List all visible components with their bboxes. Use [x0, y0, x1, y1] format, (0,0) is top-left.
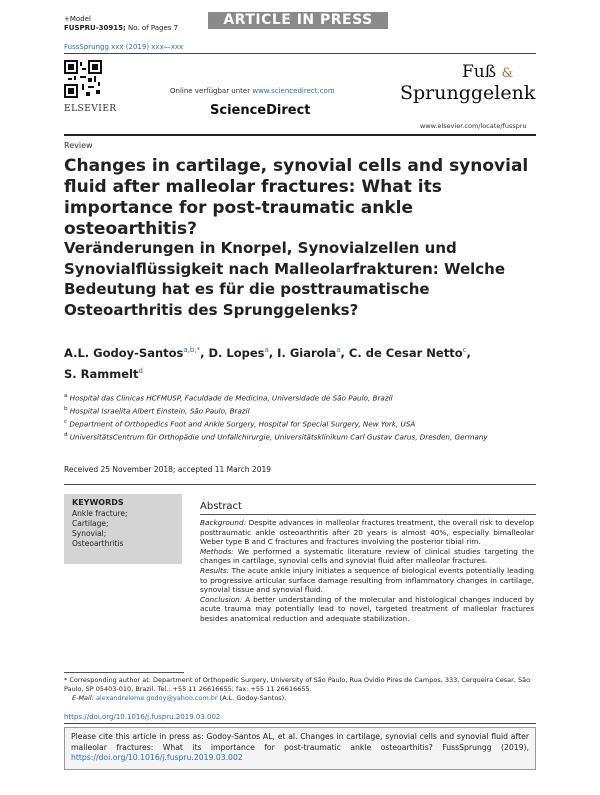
keyword: Synovial;: [72, 529, 107, 538]
author: I. Giarola: [277, 345, 337, 360]
abstract-title: Abstract: [200, 501, 242, 512]
footnote-divider: [64, 672, 184, 673]
keyword: Ankle fracture;: [72, 509, 128, 518]
citation-doi-link[interactable]: https://doi.org/10.1016/j.fuspru.2019.03.002: [71, 753, 243, 762]
abstract-section: Conclusion: A better understanding of the molecular and histological changes induced by acute trauma may potentially lead to novel, targeted treatment of malleolar fractures besides anatomical reduction and adequate stabilization.: [200, 594, 534, 623]
article-title-de: Veränderungen in Knorpel, Synovialzellen und Synovialflüssigkeit nach Malleolarfrakturen: Welche Bedeutung hat es für die posttraumatische Osteoarthritis des Sprunggelenks?: [64, 239, 506, 319]
abstract-section: Results: The acute ankle injury initiates a sequence of biological events potentially leading to progressive articular surface damage resulting from inflammatory changes in cartilage, synovial tissue and synovial fluid.: [200, 565, 534, 595]
journal-website-link[interactable]: www.elsevier.com/locate/fusspru: [420, 122, 527, 130]
journal-logo-line2: Sprunggelenk: [400, 82, 536, 104]
keyword: Osteoarthritis: [72, 539, 124, 548]
sciencedirect-link[interactable]: www.sciencedirect.com: [252, 87, 335, 95]
qr-code-icon: [64, 60, 102, 98]
abstract-section: Methods: We performed a systematic literature review of clinical studies targeting the changes in cartilage, synovial cells and synovial fluid after malleolar fractures.: [200, 546, 534, 566]
section-divider: [64, 484, 536, 485]
abstract-body: [200, 518, 534, 624]
keyword: Cartilage;: [72, 519, 109, 528]
affiliation-item: $^c$ Department of Orthopedics Foot and Ankle Surgery, Hospital for Special Surgery, New York, USA: [64, 418, 416, 429]
author-affiliation-mark[interactable]: d: [138, 366, 143, 375]
logo-word-fuss: Fuß: [462, 62, 497, 82]
author: D. Lopes: [208, 345, 265, 360]
header-meta: [64, 15, 178, 33]
affiliations: [64, 391, 534, 443]
journal-logo-line1: [462, 62, 513, 82]
affiliation-item: $^b$ Hospital Israelita Albert Einstein, São Paulo, Brazil: [64, 405, 250, 416]
abstract-section: Background: Despite advances in malleolar fractures treatment, the overall risk to develop posttraumatic ankle osteoarthritis after 20 years is almost 40%, especially bimalleolar Weber type B and C fractures and fractures involving the posterior tibial rim.: [200, 518, 534, 547]
footer-divider: [64, 723, 536, 724]
abstract-divider: [200, 514, 536, 515]
citation-text: Please cite this article in press as: Godoy-Santos AL, et al. Changes in cartilage, synovial cells and synovial fluid after malleolar fractures: What its importance for post-traumatic ankle osteoarthitis? FussSprungg (2019),: [71, 732, 529, 752]
affiliation-item: $^a$ Hospital das Clinicas HCFMUSP, Faculdade de Medicina, Universidade de São Paulo, Brazil: [64, 393, 393, 403]
masthead-divider: [64, 134, 536, 136]
online-availability: [170, 87, 335, 95]
author-affiliation-mark[interactable]: a: [264, 346, 269, 354]
journal-ref-link[interactable]: FussSprungg xxx (2019) xxx—xxx: [64, 43, 184, 51]
author-affiliation-mark[interactable]: c: [462, 346, 467, 354]
email-label: E-Mail:: [72, 694, 94, 702]
corresponding-author-note: * Corresponding author at: Department of Orthopedic Surgery, University of São Paulo, Rua Ovidio Pires de Campos, 333, Cerqueira Cesar, São Paulo, SP 05403-010, Brazil. Tel.: +55 11 26616655; fax: +55 11 26616655. E-Mail: alexandreleme godoy@yahoo.com.br (A.L. Godoy-Santos).: [64, 676, 534, 703]
keywords-title: KEYWORDS: [72, 498, 124, 507]
header-divider: [64, 53, 536, 54]
online-prefix: Online verfügbar unter: [170, 87, 251, 95]
author: C. de Cesar Netto: [348, 345, 463, 360]
author-affiliation-mark[interactable]: a: [336, 346, 341, 354]
page-count: No. of Pages 7: [128, 24, 179, 32]
publisher-name: ELSEVIER: [64, 104, 117, 114]
corresponding-address: * Corresponding author at: Department of Orthopedic Surgery, University of São Paulo, Rua Ovidio Pires de Campos, 333, Cerqueira Cesar, São Paulo, SP 05403-010, Brazil. Tel.: +55 11 26616655; fax: +55 11 26616655.: [64, 676, 531, 693]
manuscript-ref: FUSPRU-30915;: [64, 24, 126, 32]
doi-link[interactable]: https://doi.org/10.1016/j.fuspru.2019.03.002: [64, 713, 221, 721]
author: A.L. Godoy-Santos: [64, 345, 184, 360]
keywords-box: [64, 494, 182, 564]
logo-ampersand: &: [501, 66, 514, 81]
received-dates: Received 25 November 2018; accepted 11 March 2019: [64, 465, 272, 474]
citation-box: [64, 727, 536, 770]
article-title-en: Changes in cartilage, synovial cells and synovial fluid after malleolar fractures: What its importance for post-traumatic ankle osteoarthitis?: [64, 156, 529, 239]
author-affiliation-mark[interactable]: a,b,*: [183, 346, 201, 354]
author: S. Rammelt: [64, 366, 139, 381]
article-type: Review: [64, 141, 93, 150]
article-status-banner: ARTICLE IN PRESS: [208, 12, 388, 29]
email-link[interactable]: alexandreleme godoy@yahoo.com.br: [95, 694, 218, 702]
affiliation-item: $^d$ UniversitätsCentrum für Orthopädie und Unfallchirurgie, Universitätsklinikum Carl Gustav Carus, Dresden, Germany: [64, 431, 488, 442]
author-list: A.L. Godoy-Santos$^{a,b,*}$, D. Lopes$^a$, I. Giarola$^a$, C. de Cesar Netto$^c$, S. Rammelt$^d$: [64, 345, 471, 381]
model-tag: +Model: [64, 15, 91, 23]
platform-name: ScienceDirect: [210, 103, 311, 118]
